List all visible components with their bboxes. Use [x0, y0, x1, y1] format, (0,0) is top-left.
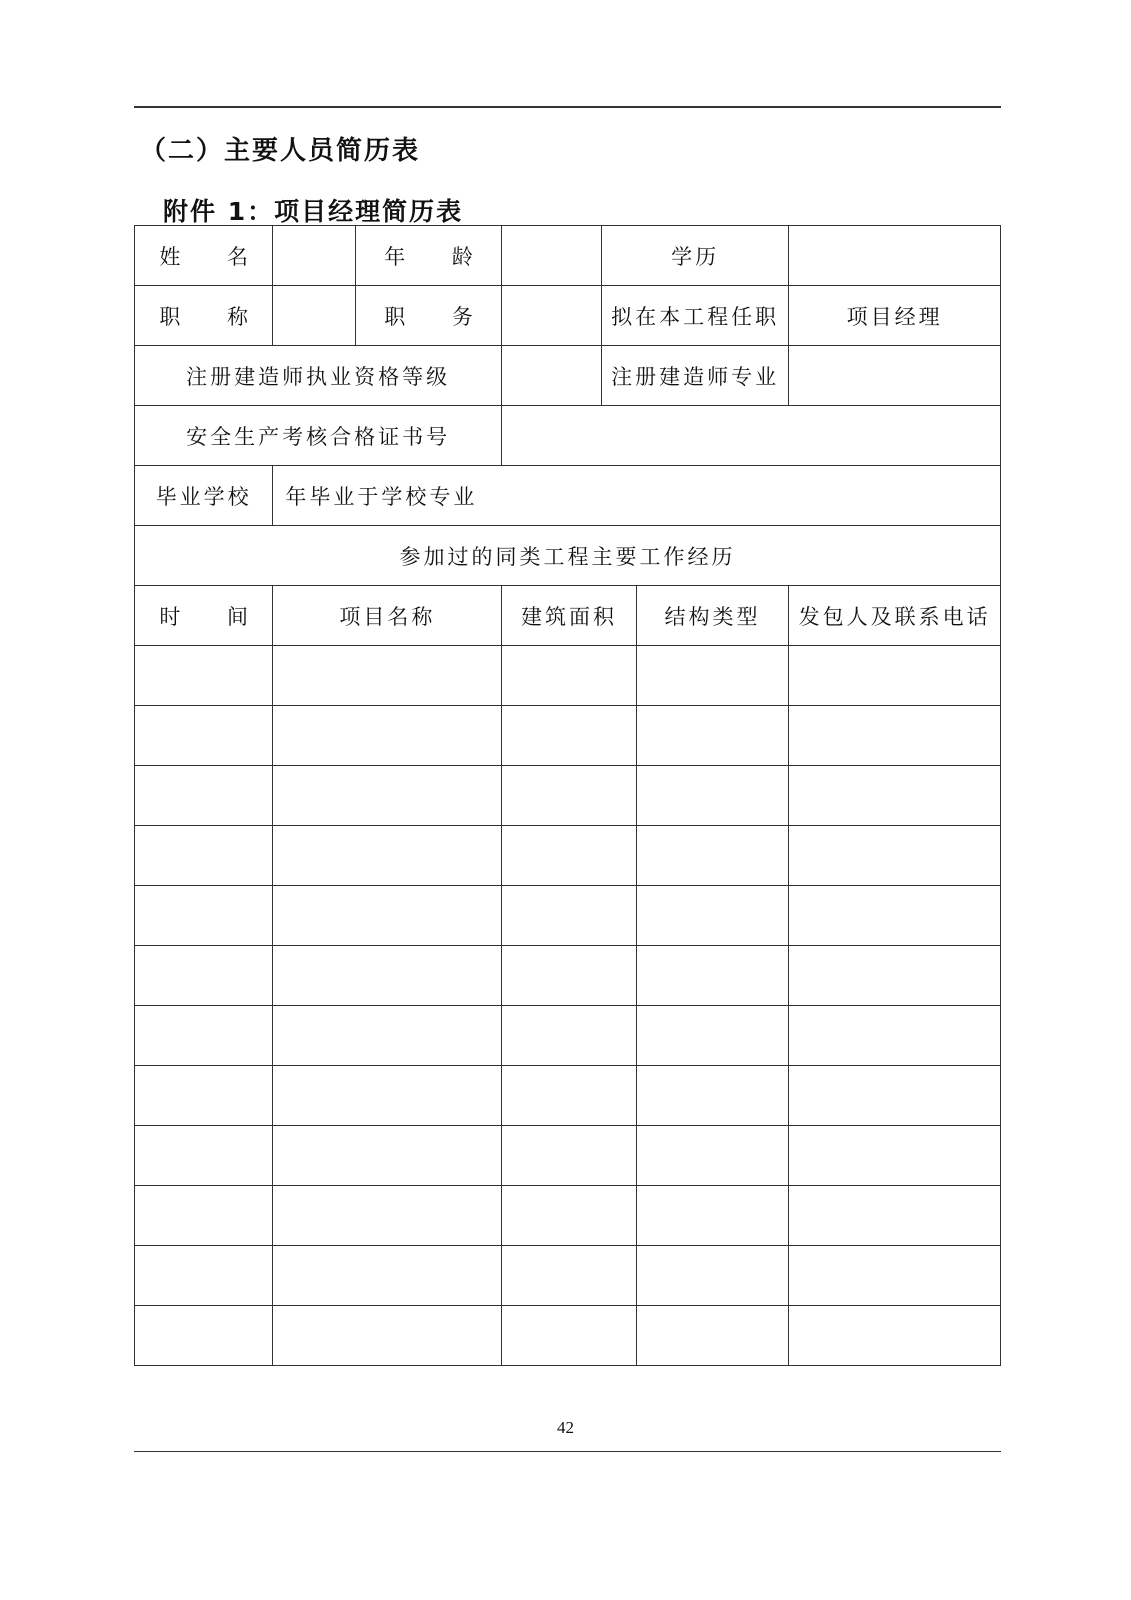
client-contact-cell[interactable]: [789, 766, 1001, 826]
time-cell[interactable]: [135, 946, 273, 1006]
client-contact-cell[interactable]: [789, 826, 1001, 886]
structure-type-cell[interactable]: [636, 1186, 789, 1246]
client-contact-cell[interactable]: [789, 706, 1001, 766]
project-name-cell[interactable]: [273, 826, 502, 886]
name-field[interactable]: [273, 226, 355, 286]
title-label: 职 称: [135, 286, 273, 346]
proposed-role-value: 项目经理: [789, 286, 1001, 346]
time-cell[interactable]: [135, 706, 273, 766]
time-cell[interactable]: [135, 646, 273, 706]
building-area-cell[interactable]: [502, 1006, 636, 1066]
client-contact-cell[interactable]: [789, 1186, 1001, 1246]
client-contact-cell[interactable]: [789, 1066, 1001, 1126]
form-row-safety: [135, 406, 1001, 466]
time-cell[interactable]: [135, 1186, 273, 1246]
building-area-cell[interactable]: [502, 1306, 636, 1366]
project-name-cell[interactable]: [273, 1306, 502, 1366]
time-cell[interactable]: [135, 766, 273, 826]
client-contact-cell[interactable]: [789, 1246, 1001, 1306]
time-cell[interactable]: [135, 1006, 273, 1066]
safety-cert-field[interactable]: [502, 406, 1001, 466]
graduate-school-value: 年毕业于学校专业: [273, 466, 1001, 526]
project-name-cell[interactable]: [273, 946, 502, 1006]
form-row-school: [135, 466, 1001, 526]
age-field[interactable]: [502, 226, 602, 286]
experience-row: [135, 1006, 1001, 1066]
structure-type-cell[interactable]: [636, 1006, 789, 1066]
project-name-cell[interactable]: [273, 1246, 502, 1306]
footer-rule: [134, 1451, 1001, 1452]
form-row-basic: [135, 226, 1001, 286]
education-label: 学历: [602, 226, 789, 286]
registered-specialty-field[interactable]: [789, 346, 1001, 406]
project-name-cell[interactable]: [273, 1126, 502, 1186]
proposed-role-label: 拟在本工程任职: [602, 286, 789, 346]
project-name-cell[interactable]: [273, 886, 502, 946]
header-building-area: 建筑面积: [502, 586, 636, 646]
project-name-cell[interactable]: [273, 706, 502, 766]
page-number: 42: [557, 1418, 574, 1437]
position-label: 职 务: [355, 286, 502, 346]
position-field[interactable]: [502, 286, 602, 346]
client-contact-cell[interactable]: [789, 946, 1001, 1006]
time-cell[interactable]: [135, 1246, 273, 1306]
building-area-cell[interactable]: [502, 706, 636, 766]
graduate-school-label: 毕业学校: [135, 466, 273, 526]
experience-row: [135, 1186, 1001, 1246]
structure-type-cell[interactable]: [636, 706, 789, 766]
form-row-registration: [135, 346, 1001, 406]
experience-row: [135, 646, 1001, 706]
section-title: （二）主要人员简历表: [140, 136, 421, 166]
age-label: 年 龄: [355, 226, 502, 286]
structure-type-cell[interactable]: [636, 1246, 789, 1306]
safety-cert-label: 安全生产考核合格证书号: [135, 406, 502, 466]
header-rule: [134, 106, 1001, 108]
form-row-title: [135, 286, 1001, 346]
building-area-cell[interactable]: [502, 1186, 636, 1246]
header-time: 时 间: [135, 586, 273, 646]
header-project-name: 项目名称: [273, 586, 502, 646]
time-cell[interactable]: [135, 1066, 273, 1126]
experience-row: [135, 826, 1001, 886]
building-area-cell[interactable]: [502, 946, 636, 1006]
experience-row: [135, 1126, 1001, 1186]
annex-title: 附件 1：项目经理简历表: [163, 197, 464, 226]
experience-header-row: [135, 586, 1001, 646]
header-structure-type: 结构类型: [636, 586, 789, 646]
registered-specialty-label: 注册建造师专业: [602, 346, 789, 406]
structure-type-cell[interactable]: [636, 826, 789, 886]
structure-type-cell[interactable]: [636, 946, 789, 1006]
client-contact-cell[interactable]: [789, 1306, 1001, 1366]
time-cell[interactable]: [135, 886, 273, 946]
project-name-cell[interactable]: [273, 766, 502, 826]
project-name-cell[interactable]: [273, 646, 502, 706]
structure-type-cell[interactable]: [636, 1306, 789, 1366]
building-area-cell[interactable]: [502, 646, 636, 706]
structure-type-cell[interactable]: [636, 886, 789, 946]
structure-type-cell[interactable]: [636, 1066, 789, 1126]
building-area-cell[interactable]: [502, 826, 636, 886]
experience-row: [135, 1306, 1001, 1366]
building-area-cell[interactable]: [502, 1126, 636, 1186]
structure-type-cell[interactable]: [636, 646, 789, 706]
title-field[interactable]: [273, 286, 355, 346]
building-area-cell[interactable]: [502, 886, 636, 946]
project-name-cell[interactable]: [273, 1186, 502, 1246]
structure-type-cell[interactable]: [636, 1126, 789, 1186]
structure-type-cell[interactable]: [636, 766, 789, 826]
time-cell[interactable]: [135, 1126, 273, 1186]
header-client-contact: 发包人及联系电话: [789, 586, 1001, 646]
resume-form-table: [134, 225, 1001, 1366]
experience-section-label: 参加过的同类工程主要工作经历: [135, 526, 1001, 586]
time-cell[interactable]: [135, 1306, 273, 1366]
client-contact-cell[interactable]: [789, 1006, 1001, 1066]
project-name-cell[interactable]: [273, 1006, 502, 1066]
building-area-cell[interactable]: [502, 1246, 636, 1306]
experience-row: [135, 706, 1001, 766]
client-contact-cell[interactable]: [789, 886, 1001, 946]
time-cell[interactable]: [135, 826, 273, 886]
form-row-experience-section: [135, 526, 1001, 586]
name-label: 姓 名: [135, 226, 273, 286]
building-area-cell[interactable]: [502, 766, 636, 826]
experience-row: [135, 766, 1001, 826]
education-field[interactable]: [789, 226, 1001, 286]
client-contact-cell[interactable]: [789, 1126, 1001, 1186]
experience-row: [135, 946, 1001, 1006]
registered-level-label: 注册建造师执业资格等级: [135, 346, 502, 406]
project-name-cell[interactable]: [273, 1066, 502, 1126]
client-contact-cell[interactable]: [789, 646, 1001, 706]
experience-row: [135, 1066, 1001, 1126]
building-area-cell[interactable]: [502, 1066, 636, 1126]
experience-row: [135, 886, 1001, 946]
experience-row: [135, 1246, 1001, 1306]
registered-level-field[interactable]: [502, 346, 602, 406]
